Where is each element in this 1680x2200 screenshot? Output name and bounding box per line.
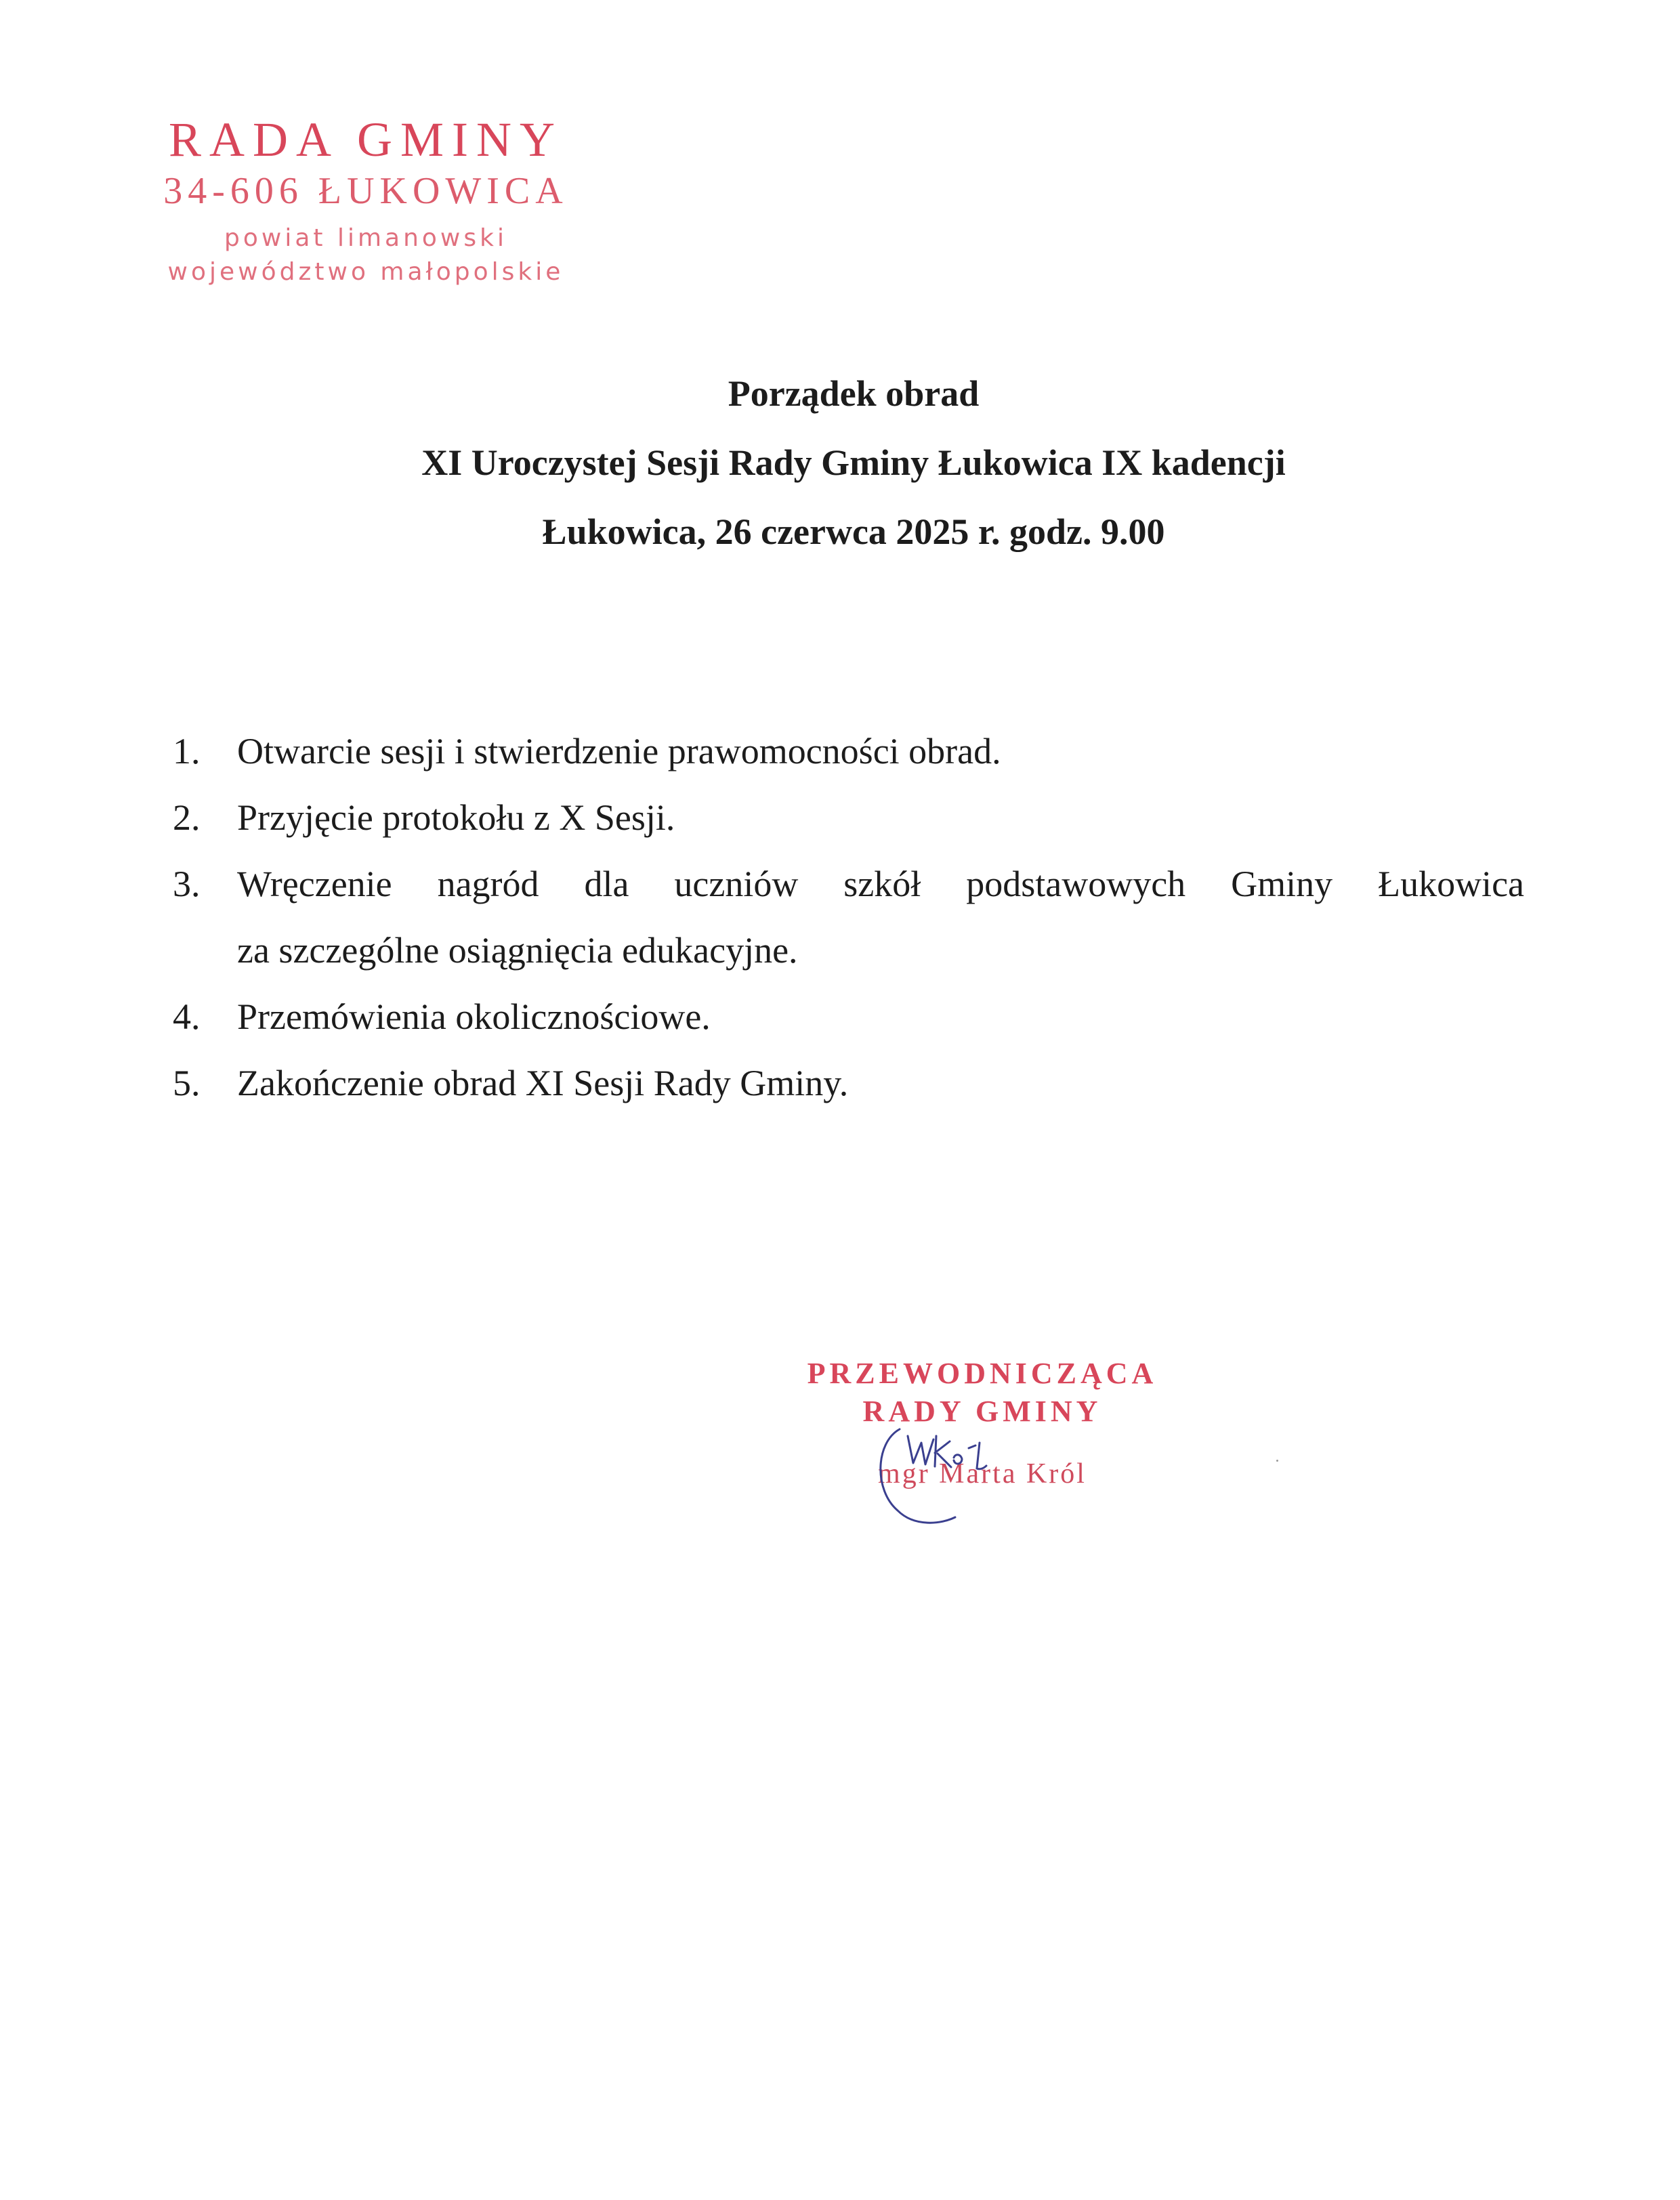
document-title: Porządek obrad — [728, 373, 980, 414]
document-title-block — [0, 359, 1680, 566]
agenda-item — [173, 983, 1528, 1050]
agenda-item — [173, 851, 1528, 917]
agenda-item-text: Wręczenie nagród dla uczniów szkół podstawowych Gminy Łukowica — [237, 864, 1524, 904]
agenda-item-text-continuation: za szczególne osiągnięcia edukacyjne. — [237, 930, 798, 971]
stamp-postal-address: 34-606 ŁUKOWICA — [163, 170, 568, 212]
agenda-item-text: Przyjęcie protokołu z X Sesji. — [237, 797, 675, 838]
agenda-item — [173, 718, 1528, 784]
agenda-item — [173, 1050, 1528, 1116]
agenda-item-text: Otwarcie sesji i stwierdzenie prawomocności obrad. — [237, 731, 1001, 771]
stamp-chairperson-name: mgr Marta Król — [878, 1458, 1087, 1489]
agenda-item-continuation — [173, 917, 1528, 983]
agenda-item-text: Zakończenie obrad XI Sesji Rady Gminy. — [237, 1063, 849, 1103]
handwritten-signature — [860, 1416, 1091, 1531]
agenda-item-number: 5. — [173, 1063, 201, 1103]
stamp-council-name: RADA GMINY — [168, 112, 564, 167]
agenda-item-number: 1. — [173, 731, 201, 771]
agenda-item-number: 4. — [173, 996, 201, 1037]
agenda-list — [173, 718, 1528, 1116]
scan-speck — [1276, 1460, 1278, 1462]
stamp-voivodeship: województwo małopolskie — [167, 258, 564, 286]
agenda-item — [173, 784, 1528, 851]
agenda-item-number: 2. — [173, 797, 201, 838]
council-header-stamp — [122, 112, 610, 289]
stamp-county: powiat limanowski — [224, 224, 507, 252]
session-date-time: Łukowica, 26 czerwca 2025 r. godz. 9.00 — [542, 511, 1165, 552]
agenda-item-number: 3. — [173, 864, 201, 904]
agenda-item-text: Przemówienia okolicznościowe. — [237, 996, 711, 1037]
stamp-chairperson-title: PRZEWODNICZĄCA — [807, 1357, 1158, 1390]
session-name: XI Uroczystej Sesji Rady Gminy Łukowica IX kadencji — [421, 442, 1286, 483]
stamp-council-label: RADY GMINY — [862, 1395, 1102, 1428]
